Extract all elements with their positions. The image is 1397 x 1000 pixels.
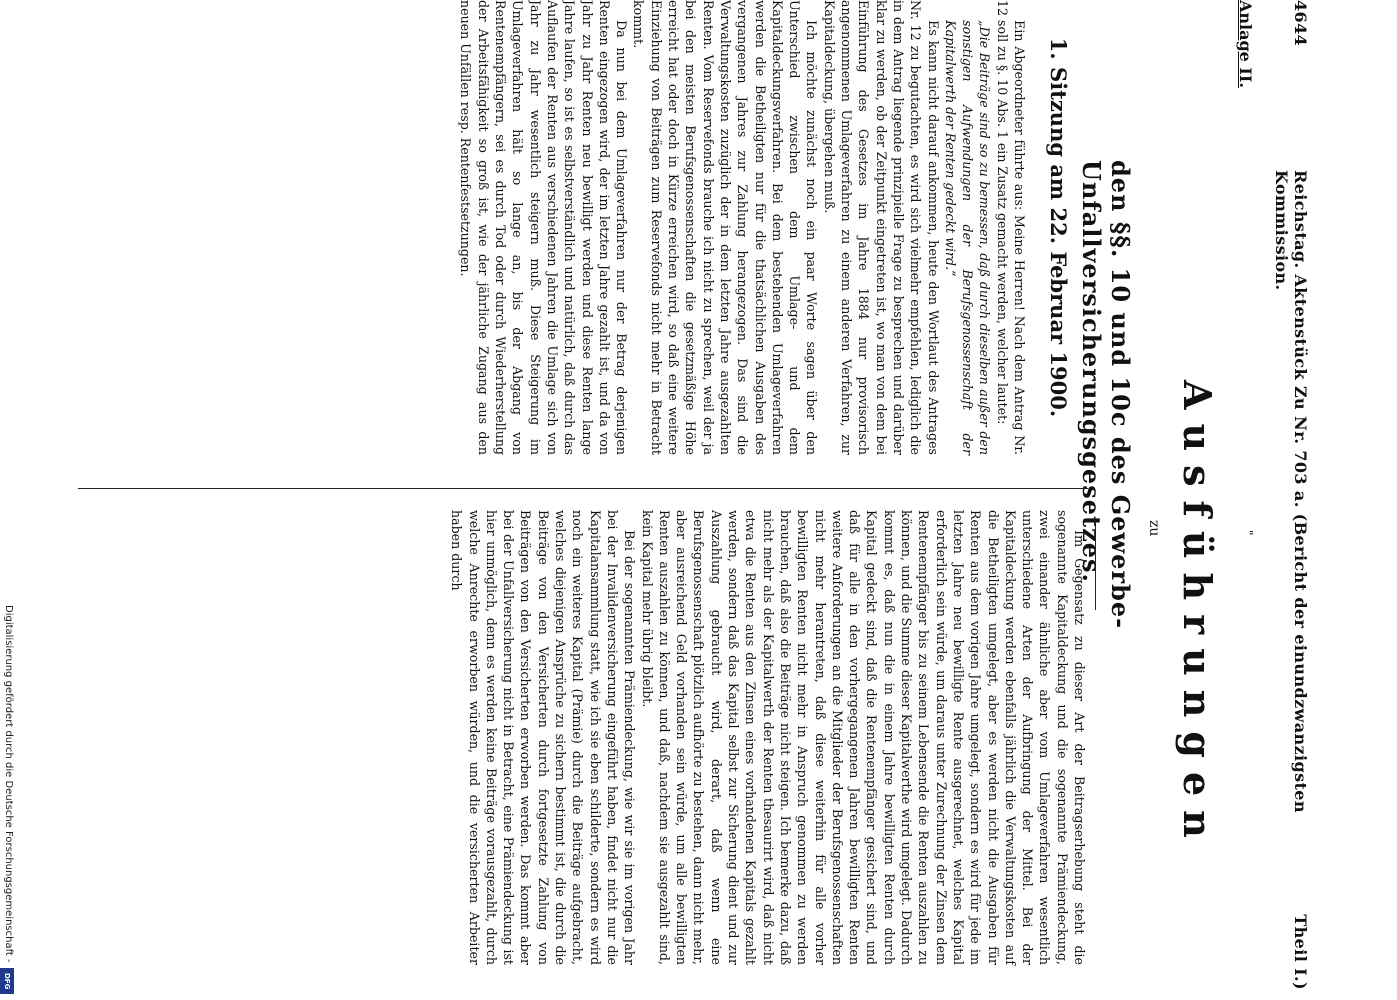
column-divider — [78, 488, 1088, 489]
paragraph: Es kann nicht darauf ankommen, heute den Wortlaut des Antrages Nr. 12 zu begutachten, es wird sich vielmehr empfehlen, lediglich die in dem Antrag liegende prinzipielle Frage zu besprechen und darüber klar zu werden, ob der Zeitpunkt eingetreten ist, wo man von dem bei Einführung des Gesetzes im Jahre 1884 nur provisorisch angenommenen Umlageverfahren zu einem anderen Verfahren, zur Kapitaldeckung, übergehen muß. — [821, 0, 941, 455]
scanned-page — [60, 0, 1350, 1000]
paragraph: Ein Abgeordneter führte aus: Meine Herren! Nach dem Antrag Nr. 12 soll zu §. 10 Abs. 1 ein Zusatz gemacht werden, welcher lautet: — [994, 0, 1027, 455]
paragraph: Ich möchte zunächst noch ein paar Worte sagen über den Unterschied zwischen dem Umlage- und dem Kapitaldeckungsverfahren. Bei dem bestehenden Umlageverfahren werden die Betheiligten nur für die thatsächlichen Ausgaben des vergangenen Jahres zur Zahlung herangezogen. Das sind die Verwaltungskosten zuzüglich der in dem letzten Jahre ausgezahlten Renten. Vom Reservefonds brauche ich nicht zu sprechen, weil der ja bei den meisten Berufsgenossenschaften die gesetzmäßige Höhe erreicht hat oder doch in Kürze erreichen wird, so daß eine weitere Einziehung von Beiträgen zum Reservefonds nicht mehr in Betracht kommt. — [631, 0, 820, 455]
part-label: Theil I.) — [1291, 914, 1310, 990]
quoted-motion: „Die Beiträge sind so zu bemessen, daß durch dieselben außer den sonstigen Aufwendungen der Berufsgenossenschaft der Kapitalwerth der Renten gedeckt wird.“ — [942, 20, 993, 455]
paragraph: Im Gegensatz zu dieser Art der Beitragserhebung steht die sogenannte Kapitaldeckung und die sogenannte Prämiendeckung, zwei einander ähnliche aber vom Umlageverfahren wesentlich unterschiedene Arten der Aufbringung der Mittel. Bei der Kapitaldeckung werden ebenfalls jährlich die Verwaltungskosten auf die Betheiligten umgelegt, aber es werden nicht die Ausgaben für Renten aus dem vorigen Jahre umgelegt, sondern es wird für jede im letzten Jahre neu bewilligte Rente ausgerechnet, welches Kapital erforderlich sein würde, um daraus unter Zurechnung der Zinsen dem Rentenempfänger bis zu seinem Lebensende die Renten auszahlen zu können, und die Summe dieser Kapitalwerthe wird umgelegt. Dadurch kommt es, daß nun die in einem Jahre bewilligten Renten durch Kapital gedeckt sind, daß die Rentenempfänger gesichert sind, und daß für alle in den vorhergegangenen Jahren bewilligten Renten weitere Anforderungen an die Mitglieder der Berufsgenossenschaften nicht mehr herantreten, daß diese weiterhin für alle vorher bewilligten Renten nicht mehr in Anspruch genommen zu werden brauchen, daß also die Beiträge nicht steigen. Ich bemerke dazu, daß nicht mehr als der Kapitalwerth der Renten thesaurirt wird, daß nicht etwa die Renten aus den Zinsen eines vorhandenen Kapitals gezahlt werden, sondern daß das Kapital selbst zur Sicherung dient und zur Auszahlung gebraucht wird, derart, daß wenn eine Berufsgenossenschaft plötzlich aufhörte zu bestehen, dann nicht mehr, aber ausreichend Geld vorhanden sein würde, um alle bewilligten Renten auszahlen zu können, und daß, nachdem sie ausgezahlt sind, kein Kapital mehr übrig bleibt. — [639, 510, 1087, 965]
stray-mark: " — [1241, 530, 1255, 536]
document-title: Ausführungen — [1175, 380, 1220, 852]
annex-label: Anlage II. — [1236, 0, 1255, 88]
dfg-logo-icon: DFG — [0, 968, 14, 994]
title-divider — [1095, 520, 1096, 610]
running-head-text: Reichstag. Aktenstück Zu Nr. 703 a. (Bericht der einundzwanzigsten Kommission. — [1272, 170, 1310, 813]
title-connector: zu — [1146, 520, 1162, 537]
left-column — [457, 0, 1080, 455]
paragraph: Bei der sogenannten Prämiendeckung, wie wir sie im vorigen Jahr bei der Invalidenversicherung eingeführt haben, findet nicht nur die Kapitalansammlung statt, wie ich sie eben schilderte, sondern es wird noch ein weiteres Kapital (Prämie) durch die Beiträge aufgebracht, welches diejenigen Ansprüche zu sichern bestimmt ist, die durch die Beiträge von den Versicherten durch fortgesetzte Zahlung von Beiträgen von den Versicherten erworben werden. Das kommt aber bei der Unfallversicherung nicht in Betracht, eine Prämiendeckung ist hier unmöglich, denn es werden keine Beiträge vorausgezahlt, durch welche Anrechte erworben würden, und die versicherten Arbeiter haben durch — [449, 510, 638, 965]
digitization-note-text: Digitalisierung gefördert durch die Deutsche Forschungsgemeinschaft - — [3, 605, 14, 963]
session-heading: 1. Sitzung am 22. Februar 1900. — [1046, 37, 1071, 418]
page-number: 4644 — [1291, 0, 1310, 47]
digitization-note — [2, 605, 14, 995]
running-header — [1272, 0, 1310, 990]
right-column — [448, 510, 1088, 965]
document-subtitle: den §§. 10 und 10c des Gewerbe-Unfallversicherungsgesetzes. — [1077, 160, 1135, 630]
paragraph: Da nun bei dem Umlageverfahren nur der Betrag derjenigen Renten eingezogen wird, der im letzten Jahre gezahlt ist, und da von Jahr zu Jahr Renten neu bewilligt werden und diese Renten lange Jahre laufen, so ist es selbstverständlich und natürlich, daß durch das Auflaufen der Renten aus verschiedenen Jahren die Umlage sich von Jahr zu Jahr wesentlich steigern muß. Diese Steigerung im Umlageverfahren hält so lange an, bis der Abgang von Rentenempfängern, sei es durch Tod oder durch Wiederherstellung der Arbeitsfähigkeit so groß ist, wie der jährliche Zugang aus den neuen Unfällen resp. Rentenfestsetzungen. — [458, 0, 630, 455]
